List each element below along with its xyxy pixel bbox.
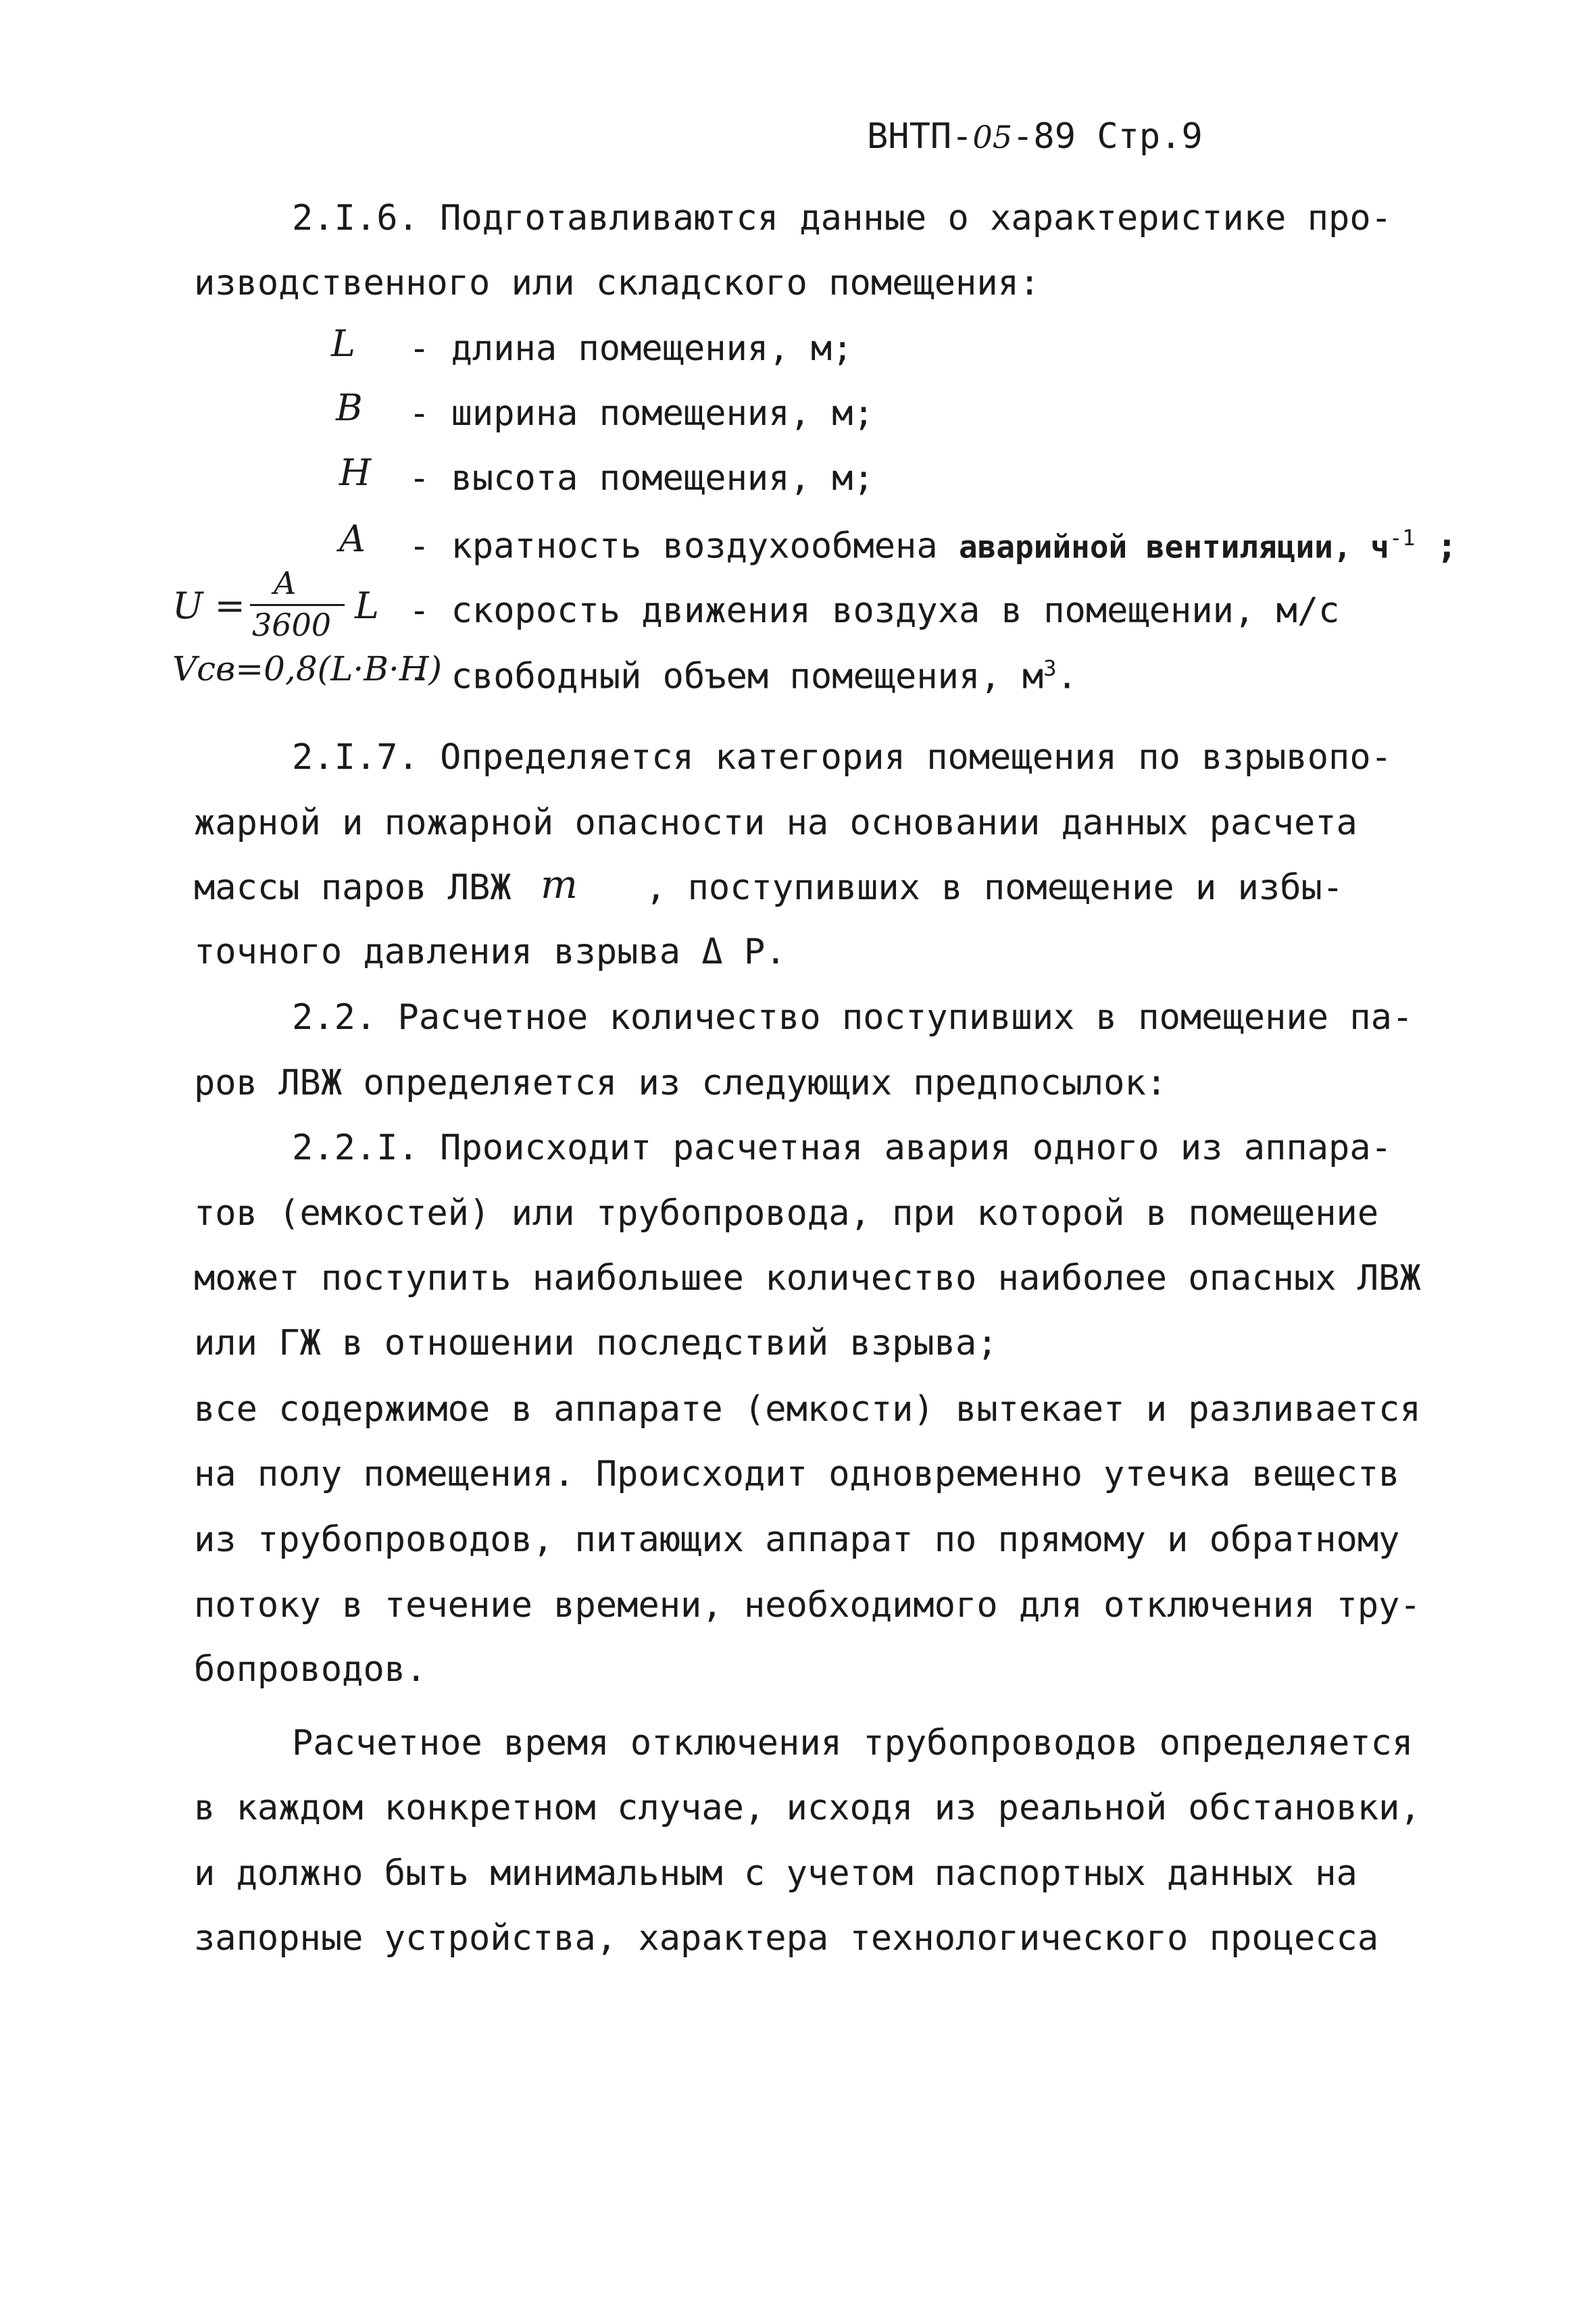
p-time-line4: запорные устройства, характера технологического процесса [194,1918,1379,1959]
p221-line8: потоку в течение времени, необходимого для отключения тру- [194,1585,1421,1626]
def-Vsv-tail: . [1056,656,1078,697]
def-B-text: - ширина помещения, м; [409,393,874,434]
p22-line2: ров ЛВЖ определяется из следующих предпосылок: [194,1063,1168,1103]
p217-line2: жарной и пожарной опасности на основании данных расчета [194,803,1357,843]
def-A-text [409,525,1458,567]
velocity-formula [172,565,395,649]
def-L-text: - длина помещения, м; [409,328,853,369]
def-Vsv-sup: 3 [1043,655,1057,681]
p221-line1: 2.2.I. Происходит расчетная авария одного из аппара- [292,1128,1392,1168]
p216-line1: 2.I.6. Подготавливаются данные о характеристике про- [292,198,1392,238]
doc-number-handwritten: 05 [972,119,1013,155]
fraction-bar [250,604,345,606]
def-A-bold: аварийной вентиляции, ч [958,528,1389,565]
p221-line3: может поступить наибольшее количество наиболее опасных ЛВЖ [194,1258,1421,1299]
p-time-line2: в каждом конкретном случае, исходя из реальной обстановки, [194,1788,1421,1828]
symbol-L: L [331,322,355,365]
symbol-A: A [339,518,366,560]
p217-line3-a: массы паров ЛВЖ [194,867,512,908]
symbol-Vsv: Vсв=0,8(L·B·H) [172,649,442,688]
p221-line7: из трубопроводов, питающих аппарат по прямому и обратному [194,1519,1400,1560]
symbol-H: H [339,451,372,494]
p22-line1: 2.2. Расчетное количество поступивших в помещение па- [292,997,1414,1038]
def-U-text: - скорость движения воздуха в помещении, м/с [409,590,1340,631]
velocity-rhs: L [355,584,379,627]
p217-line4: точного давления взрыва Δ P. [194,932,787,972]
doc-prefix: ВНТП- [867,116,973,157]
p-time-line3: и должно быть минимальным с учетом паспортных данных на [194,1853,1357,1894]
p217-line3-b: , поступивших в помещение и избы- [645,867,1344,908]
symbol-m: m [541,861,578,907]
def-Vsv-plain: - свободный объем помещения, м [409,656,1044,697]
velocity-numerator: A [274,565,297,601]
p221-line4: или ГЖ в отношении последствий взрыва; [194,1323,998,1363]
p216-line2: изводственного или складского помещения: [194,263,1041,303]
velocity-denominator: 3600 [252,607,332,643]
def-A-plain: - кратность воздухообмена [409,526,959,567]
doc-suffix: -89 Стр.9 [1012,116,1203,157]
p217-line1: 2.I.7. Определяется категория помещения по взрывопо- [292,737,1392,778]
def-A-sup: -1 [1389,525,1416,551]
def-A-tail: ; [1415,526,1458,567]
p221-line9: бопроводов. [194,1649,427,1690]
p-time-line1: Расчетное время отключения трубопроводов определяется [292,1723,1414,1763]
p221-line2: тов (емкостей) или трубопровода, при которой в помещение [194,1193,1379,1234]
p221-line5: все содержимое в аппарате (емкости) вытекает и разливается [194,1389,1421,1430]
page-header [867,116,1203,157]
p217-line3 [194,867,512,908]
symbol-B: B [336,386,363,429]
def-H-text: - высота помещения, м; [409,458,874,499]
p221-line6: на полу помещения. Происходит одновременно утечка веществ [194,1454,1400,1494]
def-Vsv-text [409,655,1078,697]
velocity-lhs: U = [172,584,245,627]
